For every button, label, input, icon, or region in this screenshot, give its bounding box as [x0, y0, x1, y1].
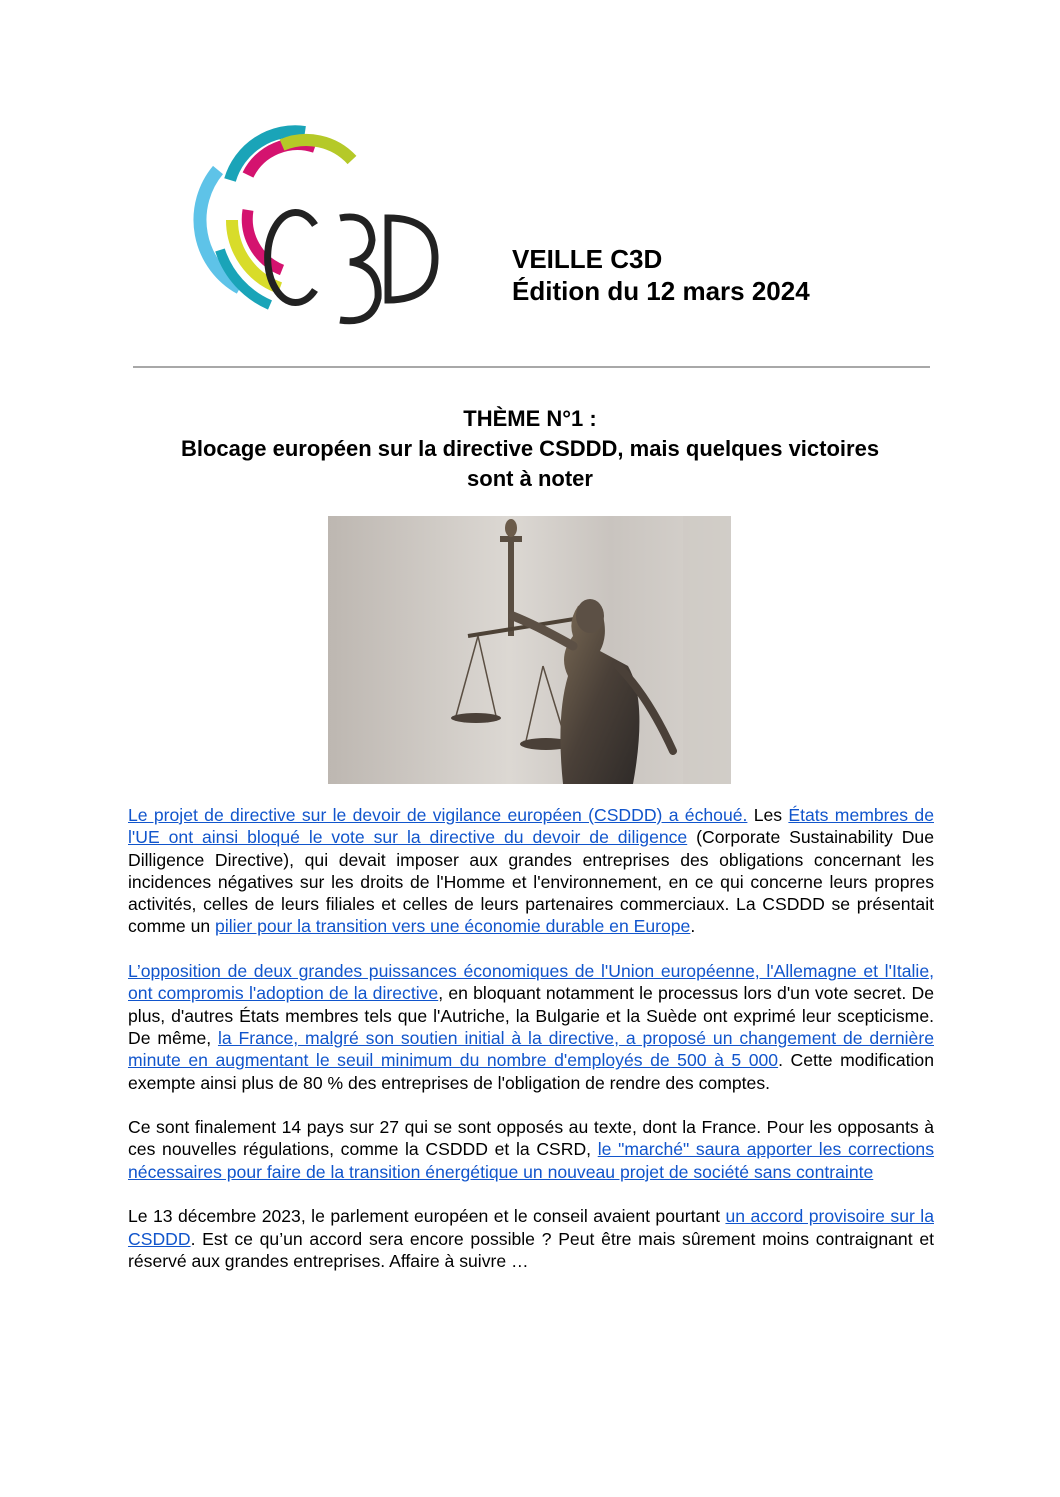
p4-text1: Le 13 décembre 2023, le parlement européen et le conseil avaient pourtant: [128, 1206, 726, 1227]
link-csddd-failed[interactable]: Le projet de directive sur le devoir de vigilance européen (CSDDD) a échoué.: [128, 805, 748, 825]
paragraph-2: [128, 960, 934, 1094]
theme-title: [110, 404, 950, 494]
logo-text: C3D: [190, 120, 193, 121]
p1-text1: Les: [747, 805, 789, 825]
justice-statue-photo: [328, 516, 731, 784]
link-france-threshold[interactable]: la France, malgré son soutien initial à la directive, a proposé un changement de dernière minute en augmentant le seuil minimum du nombre d'employés de 500 à 5 000: [128, 1027, 934, 1071]
paragraph-4: [128, 1205, 934, 1272]
paragraph-1: [128, 804, 934, 938]
p2-text1: , en bloquant notamment le processus lors d'un vote secret. De plus, d'autres États membres tels que l'Autriche, la Bulgarie et la Suède ont exprimé leur scepticisme. De même,: [128, 983, 934, 1048]
p2-text2: . Cette modification exempte ainsi plus de 80 % des entreprises de l'obligation de rendre des comptes.: [128, 1050, 934, 1093]
p1-text2: (Corporate Sustainability Due Dilligence Directive), qui devait imposer aux grandes entreprises des obligations concernant les incidences négatives sur les droits de l'Homme et l'environnement, en ce qui concerne leurs propres activités, celles de leurs filiales et celles de leurs partenaires commerciaux. La CSDDD se présentait comme un: [128, 827, 934, 937]
edition-date: Édition du 12 mars 2024: [512, 276, 810, 306]
link-member-states-blocked[interactable]: États membres de l'UE ont ainsi bloqué le vote sur la directive du devoir de diligence: [128, 805, 934, 848]
p1-text3: .: [690, 916, 696, 937]
theme-headline-line2: sont à noter: [467, 466, 593, 491]
p4-text2: . Est ce qu’un accord sera encore possible ? Peut être mais sûrement moins contraignant et réservé aux grandes entreprises. Affaire à suivre …: [128, 1228, 934, 1271]
article-body: [128, 804, 934, 1295]
link-pillar-transition[interactable]: pilier pour la transition vers une économie durable en Europe: [215, 916, 691, 937]
theme-headline-line1: Blocage européen sur la directive CSDDD, mais quelques victoires: [180, 436, 880, 461]
link-provisional-agreement[interactable]: un accord provisoire sur la CSDDD: [128, 1206, 934, 1249]
edition-title: VEILLE C3D: [512, 244, 663, 274]
link-market-corrections[interactable]: le "marché" saura apporter les corrections nécessaires pour faire de la transition énergétique un nouveau projet de société sans contrainte: [128, 1139, 935, 1182]
edition-heading: [512, 243, 810, 307]
horizontal-rule: [133, 366, 930, 368]
p3-text1: Ce sont finalement 14 pays sur 27 qui se sont opposés au texte, dont la France. Pour les opposants à ces nouvelles régulations, comme la CSDDD et la CSRD,: [128, 1117, 934, 1160]
theme-number: THÈME N°1 :: [463, 406, 597, 431]
paragraph-3: [128, 1116, 934, 1183]
c3d-logo: [190, 120, 445, 335]
link-opposition-germany-italy[interactable]: L’opposition de deux grandes puissances économiques de l'Union européenne, l'Allemagne et l'Italie, ont compromis l'adoption de la directive: [128, 961, 934, 1004]
